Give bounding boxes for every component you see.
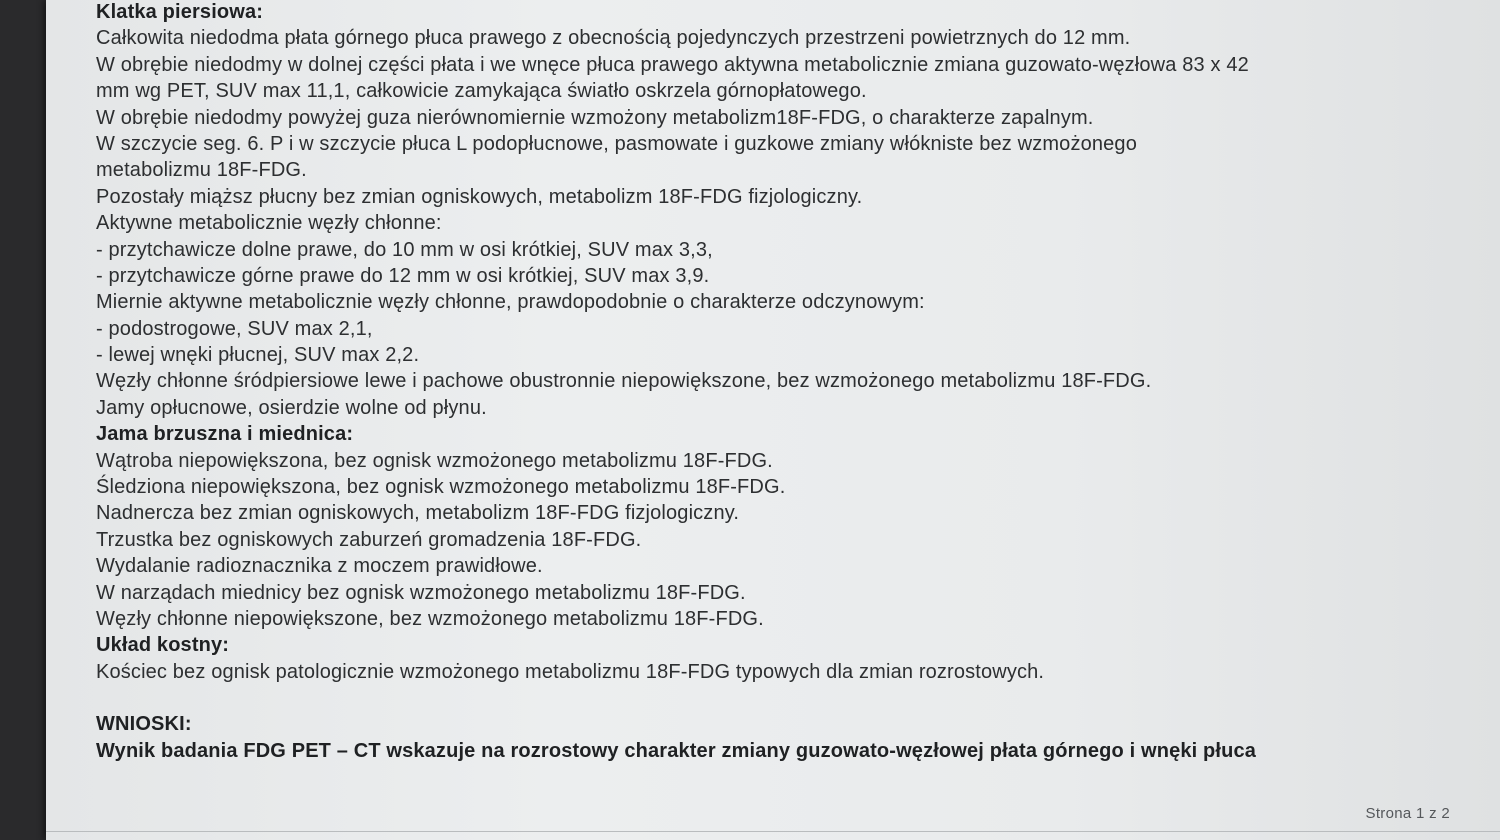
report-list-item: - przytchawicze dolne prawe, do 10 mm w osi krótkiej, SUV max 3,3, (96, 238, 713, 261)
section-heading-bones: Układ kostny: (96, 634, 230, 657)
report-line: Węzły chłonne śródpiersiowe lewe i pachowe obustronnie niepowiększone, bez wzmożonego metabolizmu 18F-FDG. (96, 370, 1152, 393)
report-line: Węzły chłonne niepowiększone, bez wzmożonego metabolizmu 18F-FDG. (96, 607, 764, 630)
report-line: Jamy opłucnowe, osierdzie wolne od płynu. (96, 396, 487, 419)
report-line: Kościec bez ognisk patologicznie wzmożonego metabolizmu 18F-FDG typowych dla zmian rozrostowych. (96, 660, 1045, 683)
report-line: Aktywne metabolicznie węzły chłonne: (96, 212, 442, 235)
report-line: Trzustka bez ogniskowych zaburzeń gromadzenia 18F-FDG. (96, 528, 642, 551)
report-line: Śledziona niepowiększona, bez ognisk wzmożonego metabolizmu 18F-FDG. (96, 476, 786, 499)
report-line: W narządach miednicy bez ognisk wzmożonego metabolizmu 18F-FDG. (96, 581, 746, 604)
section-spacer (96, 685, 1486, 711)
report-line: Pozostały miąższ płucny bez zmian ogniskowych, metabolizm 18F-FDG fizjologiczny. (96, 185, 863, 208)
report-line: Miernie aktywne metabolicznie węzły chłonne, prawdopodobnie o charakterze odczynowym: (96, 291, 925, 314)
footer-divider (46, 831, 1500, 832)
report-line: Nadnercza bez zmian ogniskowych, metabolizm 18F-FDG fizjologiczny. (96, 502, 740, 525)
conclusions-text: Wynik badania FDG PET – CT wskazuje na rozrostowy charakter zmiany guzowato-węzłowej płata górnego i wnęki płuca (96, 739, 1257, 762)
report-body (96, 0, 1486, 764)
report-list-item: - przytchawicze górne prawe do 12 mm w osi krótkiej, SUV max 3,9. (96, 264, 710, 287)
report-list-item: - lewej wnęki płucnej, SUV max 2,2. (96, 344, 420, 367)
section-heading-chest: Klatka piersiowa: (96, 1, 264, 23)
conclusions-heading: WNIOSKI: (96, 713, 192, 736)
report-line: W obrębie niedodmy powyżej guza nierównomiernie wzmożony metabolizm18F-FDG, o charakterze zapalnym. (96, 106, 1094, 129)
page-number: Strona 1 z 2 (1365, 805, 1450, 822)
report-line: Całkowita niedodma płata górnego płuca prawego z obecnością pojedynczych przestrzeni powietrznych do 12 mm. (96, 27, 1131, 50)
report-line: W obrębie niedodmy w dolnej części płata i we wnęce płuca prawego aktywna metabolicznie zmiana guzowato-węzłowa 83 x 42 (96, 53, 1249, 76)
report-list-item: - podostrogowe, SUV max 2,1, (96, 317, 373, 340)
document-page (46, 0, 1500, 840)
report-line: metabolizmu 18F-FDG. (96, 159, 307, 182)
report-line: mm wg PET, SUV max 11,1, całkowicie zamykająca światło oskrzela górnopłatowego. (96, 80, 867, 103)
report-line: W szczycie seg. 6. P i w szczycie płuca L podopłucnowe, pasmowate i guzkowe zmiany włókniste bez wzmożonego (96, 132, 1137, 155)
section-heading-abdomen: Jama brzuszna i miednica: (96, 423, 354, 446)
report-line: Wątroba niepowiększona, bez ognisk wzmożonego metabolizmu 18F-FDG. (96, 449, 773, 472)
report-line: Wydalanie radioznacznika z moczem prawidłowe. (96, 555, 543, 578)
